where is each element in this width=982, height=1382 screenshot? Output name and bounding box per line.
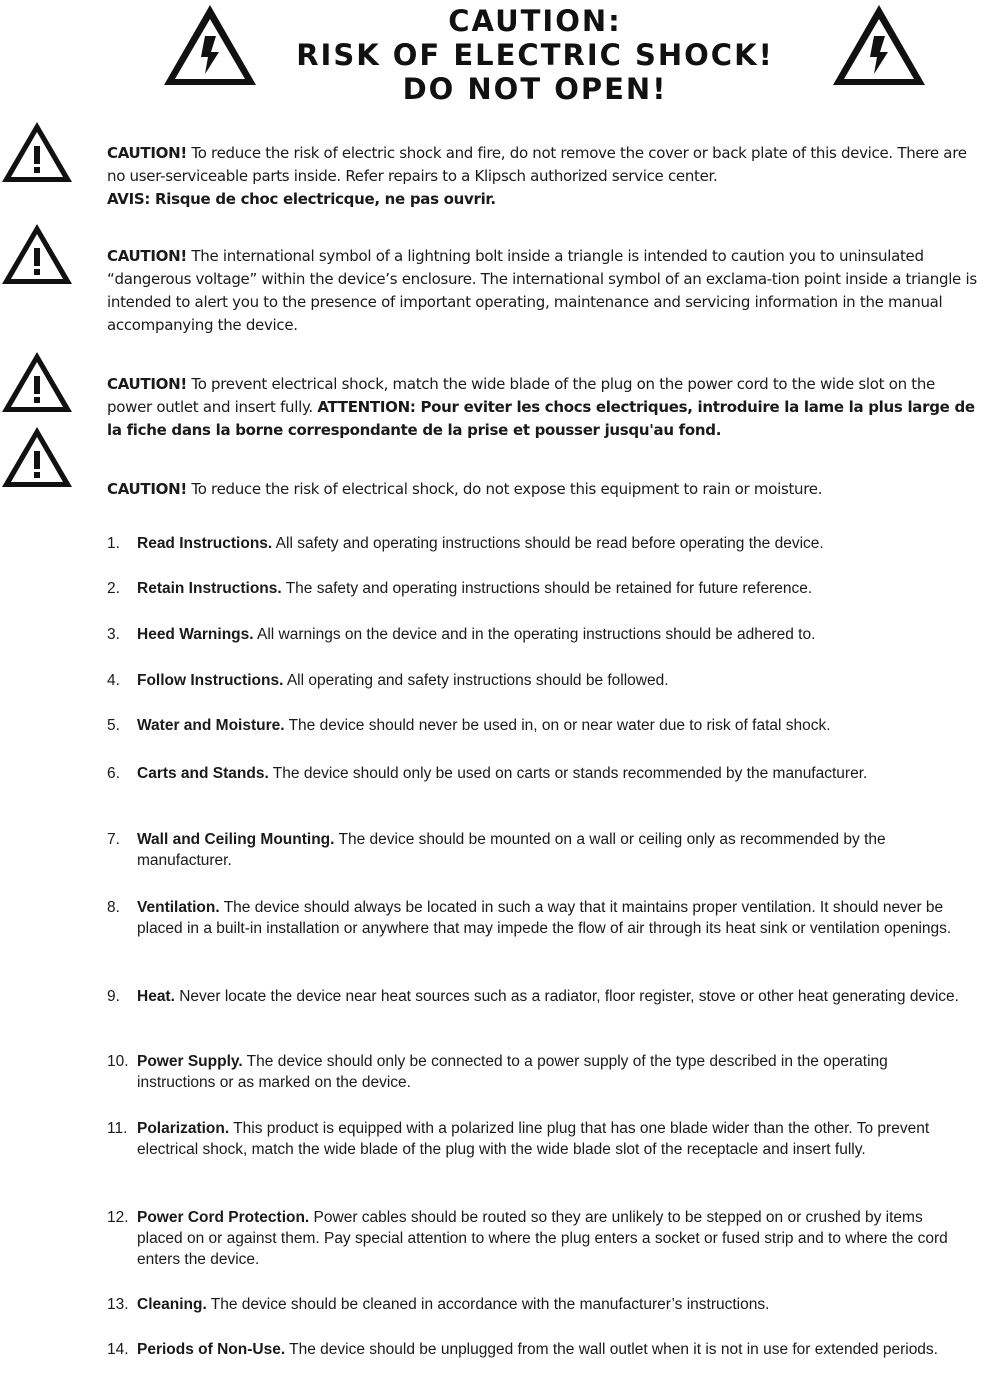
instruction-number: 4. — [107, 672, 120, 689]
instruction-text: The device should never be used in, on or near water due to risk of fatal shock. — [284, 717, 831, 734]
instruction-text: The device should always be located in such a way that it maintains proper ventilation. It should never be placed in a built-in installation or anywhere that may impede the flow of air through its heat sink or ventilation openings. — [137, 899, 952, 937]
exclamation-warning-icon — [0, 425, 74, 489]
instruction-text: All operating and safety instructions should be followed. — [283, 672, 669, 689]
instruction-number: 3. — [107, 626, 120, 643]
instruction-heading: Heed Warnings. — [137, 626, 254, 643]
header-line-3: DO NOT OPEN! — [402, 72, 668, 106]
instruction-number: 5. — [107, 717, 120, 734]
instruction-text: Power cables should be routed so they are unlikely to be stepped on or crushed by items placed on or against them. Pay special attention to where the plug enters a socket or fused strip and to where the cord enters the device. — [137, 1209, 948, 1268]
caution-label: CAUTION! — [107, 247, 187, 265]
instruction-text: The device should only be connected to a power supply of the type described in the operating instructions or as marked on the device. — [137, 1053, 888, 1091]
header-line-2: RISK OF ELECTRIC SHOCK! — [296, 38, 774, 72]
instruction-number: 7. — [107, 831, 120, 848]
instruction-text: The safety and operating instructions should be retained for future reference. — [281, 580, 813, 597]
instruction-heading: Read Instructions. — [137, 535, 273, 552]
caution-text — [107, 245, 982, 337]
instruction-number: 2. — [107, 580, 120, 597]
instruction-number: 11. — [107, 1120, 128, 1137]
exclamation-warning-icon — [0, 222, 74, 286]
header-line-1: CAUTION: — [448, 4, 622, 38]
instruction-text: All warnings on the device and in the operating instructions should be adhered to. — [253, 626, 816, 643]
instruction-text: The device should be cleaned in accordance with the manufacturer’s instructions. — [206, 1296, 770, 1313]
lightning-warning-icon — [830, 2, 928, 88]
instruction-number: 8. — [107, 899, 120, 916]
instruction-heading: Periods of Non-Use. — [137, 1341, 286, 1358]
instruction-number: 13. — [107, 1296, 129, 1313]
instruction-text: The device should be mounted on a wall or ceiling only as recommended by the manufacturer. — [137, 831, 886, 869]
caution-label: CAUTION! — [107, 144, 187, 162]
caution-text — [107, 478, 982, 501]
instruction-heading: Polarization. — [137, 1120, 230, 1137]
instruction-number: 1. — [107, 535, 120, 552]
instruction-heading: Retain Instructions. — [137, 580, 282, 597]
instruction-text: The device should be unplugged from the wall outlet when it is not in use for extended periods. — [285, 1341, 938, 1358]
instruction-heading: Power Cord Protection. — [137, 1209, 310, 1226]
instruction-heading: Wall and Ceiling Mounting. — [137, 831, 335, 848]
caution-body: To reduce the risk of electrical shock, do not expose this equipment to rain or moisture. — [186, 480, 823, 498]
header-title — [240, 4, 830, 106]
caution-label: CAUTION! — [107, 375, 187, 393]
exclamation-warning-icon — [0, 350, 74, 414]
instruction-number: 10. — [107, 1053, 129, 1070]
caution-text — [107, 142, 982, 211]
caution-label: CAUTION! — [107, 480, 187, 498]
instruction-text: All safety and operating instructions should be read before operating the device. — [272, 535, 824, 552]
caution-body: To prevent electrical shock, match the wide blade of the plug on the power cord to the wide slot on the power outlet and insert fully. — [107, 375, 935, 416]
instruction-heading: Heat. — [137, 988, 175, 1005]
instruction-heading: Carts and Stands. — [137, 765, 269, 782]
instruction-number: 6. — [107, 765, 120, 782]
exclamation-warning-icon — [0, 120, 74, 184]
instruction-heading: Follow Instructions. — [137, 672, 284, 689]
instruction-number: 9. — [107, 988, 120, 1005]
instruction-heading: Cleaning. — [137, 1296, 207, 1313]
caution-french: AVIS: Risque de choc electricque, ne pas ouvrir. — [107, 190, 496, 208]
instruction-text: The device should only be used on carts or stands recommended by the manufacturer. — [268, 765, 868, 782]
instruction-text: This product is equipped with a polarized line plug that has one blade wider than the other. To prevent electrical shock, match the wide blade of the plug with the wide blade slot of the receptacle and insert fully. — [137, 1120, 930, 1158]
instruction-number: 14. — [107, 1341, 129, 1358]
caution-french: ATTENTION: Pour eviter les chocs electriques, introduire la lame la plus large de la fiche dans la borne correspondante de la prise et pousser jusqu'au fond. — [107, 398, 975, 439]
caution-body: To reduce the risk of electric shock and fire, do not remove the cover or back plate of this device. There are no user-serviceable parts inside. Refer repairs to a Klipsch authorized service center. — [107, 144, 967, 185]
instruction-heading: Ventilation. — [137, 899, 220, 916]
instruction-heading: Water and Moisture. — [137, 717, 285, 734]
instruction-heading: Power Supply. — [137, 1053, 243, 1070]
caution-body: The international symbol of a lightning bolt inside a triangle is intended to caution you to uninsulated “dangerous voltage” within the device’s enclosure. The international symbol of an exclama-tion point inside a triangle is intended to alert you to the presence of important operating, maintenance and servicing information in the manual accompanying the device. — [107, 247, 977, 334]
caution-text — [107, 373, 982, 442]
instruction-text: Never locate the device near heat sources such as a radiator, floor register, stove or other heat generating device. — [174, 988, 959, 1005]
page-header — [0, 0, 982, 110]
instruction-number: 12. — [107, 1209, 129, 1226]
